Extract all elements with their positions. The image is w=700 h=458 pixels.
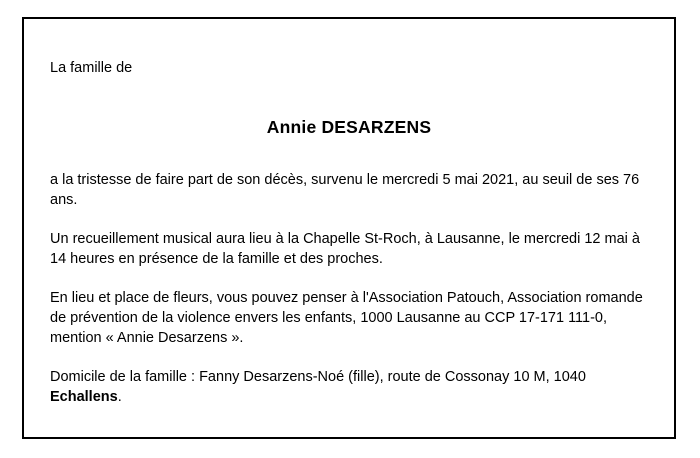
paragraph-donations: En lieu et place de fleurs, vous pouvez penser à l'Association Patouch, Association romande de prévention de la violence envers les enfants, 1000 Lausanne au CCP 17-171 111-0, mention « Annie Desarzens ». [50,289,643,346]
paragraph-death-announcement: a la tristesse de faire part de son décès, survenu le mercredi 5 mai 2021, au seuil de ses 76 ans. [50,171,640,208]
death-notice-frame [22,17,676,439]
notice-content [50,59,648,407]
domicile-prefix: Domicile de la famille : Fanny Desarzens-Noé (fille), route de Cossonay 10 M, 1040 [50,368,586,385]
domicile-locality: Echallens [50,388,118,405]
deceased-name: Annie DESARZENS [266,116,432,137]
paragraph-ceremony: Un recueillement musical aura lieu à la Chapelle St-Roch, à Lausanne, le mercredi 12 mai à 14 heures en présence de la famille et des proches. [50,230,640,267]
domicile-suffix: . [117,388,122,405]
intro-line: La famille de [50,60,133,76]
paragraph-domicile [50,367,648,407]
